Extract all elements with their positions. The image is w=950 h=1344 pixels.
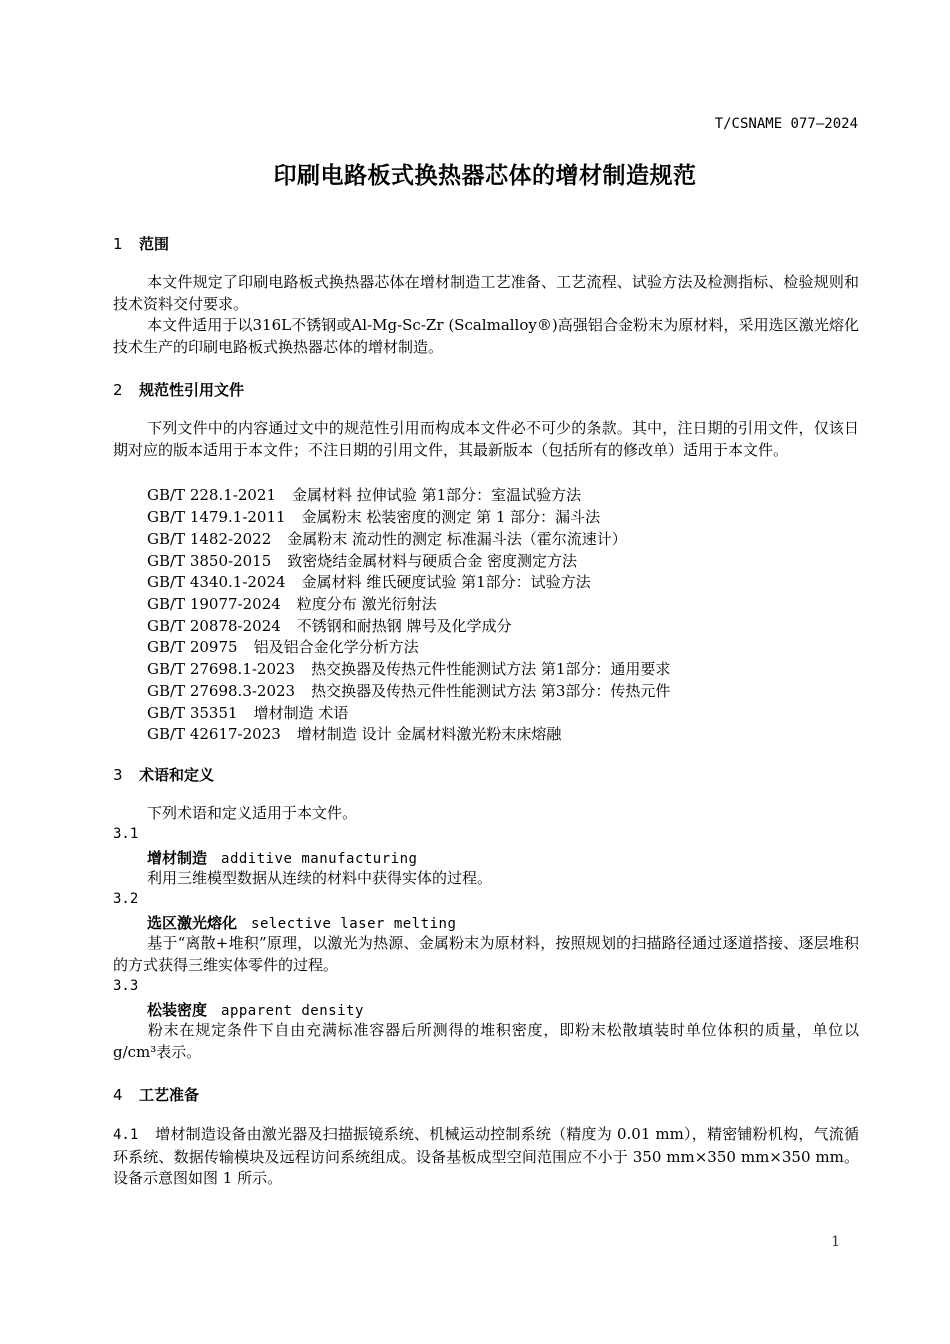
reference-name: 增材制造 术语	[253, 704, 349, 722]
reference-item	[147, 658, 670, 679]
term-definition	[113, 933, 859, 976]
reference-name: 金属粉末 松装密度的测定 第 1 部分：漏斗法	[301, 508, 601, 526]
section-1-paragraph-1	[113, 272, 859, 315]
clause-number: 3.1	[113, 826, 139, 842]
term-heading	[147, 912, 456, 933]
reference-item	[147, 550, 577, 571]
term-english: apparent density	[221, 1003, 364, 1019]
reference-name: 增材制造 设计 金属材料激光粉末床熔融	[296, 725, 562, 743]
reference-name: 不锈钢和耐热钢 牌号及化学成分	[296, 617, 512, 635]
reference-name: 热交换器及传热元件性能测试方法 第3部分：传热元件	[311, 682, 671, 700]
reference-name: 金属材料 拉伸试验 第1部分：室温试验方法	[292, 486, 582, 504]
reference-item	[147, 723, 561, 744]
clause-number: 3.2	[113, 891, 139, 907]
reference-item	[147, 615, 512, 636]
reference-code: GB/T 1479.1-2011	[147, 508, 286, 526]
reference-code: GB/T 27698.1-2023	[147, 660, 296, 678]
term-heading	[147, 847, 417, 868]
reference-code: GB/T 20975	[147, 638, 238, 656]
reference-item	[147, 528, 627, 549]
reference-name: 金属粉末 流动性的测定 标准漏斗法（霍尔流速计）	[287, 530, 627, 548]
term-chinese: 松装密度	[147, 1001, 208, 1019]
section-2-paragraph-1	[113, 418, 859, 461]
reference-name: 铝及铝合金化学分析方法	[253, 638, 419, 656]
reference-code: GB/T 4340.1-2024	[147, 573, 286, 591]
reference-item	[147, 702, 348, 723]
paragraph-text: 本文件适用于以316L不锈钢或Al-Mg-Sc-Zr (Scalmalloy®)高强铝合金粉末为原材料，采用选区激光熔化技术生产的印刷电路板式换热器芯体的增材制造。	[113, 316, 859, 356]
section-3-heading	[113, 764, 214, 785]
paragraph-text: 下列文件中的内容通过文中的规范性引用而构成本文件必不可少的条款。其中，注日期的引用文件，仅该日期对应的版本适用于本文件；不注日期的引用文件，其最新版本（包括所有的修改单）适用于本文件。	[113, 419, 859, 459]
section-2-heading	[113, 379, 244, 400]
reference-name: 热交换器及传热元件性能测试方法 第1部分：通用要求	[311, 660, 671, 678]
reference-code: GB/T 35351	[147, 704, 238, 722]
section-number: 2	[113, 381, 123, 399]
section-1-heading	[113, 233, 169, 254]
reference-name: 致密烧结金属材料与硬质合金 密度测定方法	[287, 552, 578, 570]
reference-item	[147, 593, 437, 614]
section-3-paragraph-1	[113, 803, 859, 825]
definition-text: 粉末在规定条件下自由充满标准容器后所测得的堆积密度，即粉末松散填装时单位体积的质量，单位以g/cm³表示。	[113, 1021, 859, 1061]
reference-item	[147, 571, 591, 592]
term-english: additive manufacturing	[221, 851, 418, 867]
section-title: 工艺准备	[139, 1086, 200, 1104]
section-4-paragraph-1	[113, 1124, 859, 1190]
clause-number: 3.3	[113, 978, 139, 994]
section-number: 4	[113, 1086, 123, 1104]
reference-code: GB/T 19077-2024	[147, 595, 281, 613]
definition-text: 基于“离散+堆积”原理，以激光为热源、金属粉末为原材料，按照规划的扫描路径通过逐道搭接、逐层堆积的方式获得三维实体零件的过程。	[113, 934, 859, 974]
section-4-heading	[113, 1084, 199, 1105]
reference-item	[147, 680, 670, 701]
section-number: 3	[113, 766, 123, 784]
term-definition	[113, 1020, 859, 1063]
section-title: 范围	[139, 235, 170, 253]
reference-item	[147, 484, 581, 505]
section-1-paragraph-2	[113, 315, 859, 358]
reference-code: GB/T 3850-2015	[147, 552, 272, 570]
reference-name: 金属材料 维氏硬度试验 第1部分：试验方法	[301, 573, 591, 591]
paragraph-text: 本文件规定了印刷电路板式换热器芯体在增材制造工艺准备、工艺流程、试验方法及检测指标、检验规则和技术资料交付要求。	[113, 273, 859, 313]
section-title: 规范性引用文件	[139, 381, 245, 399]
reference-item	[147, 506, 600, 527]
definition-text: 利用三维模型数据从连续的材料中获得实体的过程。	[147, 869, 493, 887]
reference-code: GB/T 228.1-2021	[147, 486, 277, 504]
paragraph-text: 增材制造设备由激光器及扫描振镜系统、机械运动控制系统（精度为 0.01 mm），精密铺粉机构，气流循环系统、数据传输模块及远程访问系统组成。设备基板成型空间范围应不小于 350 mm×350 mm×350 mm。设备示意图如图 1 所示。	[113, 1125, 859, 1188]
document-title: 印刷电路板式换热器芯体的增材制造规范	[273, 163, 697, 189]
reference-item	[147, 636, 419, 657]
paragraph-text: 下列术语和定义适用于本文件。	[147, 804, 358, 822]
reference-code: GB/T 42617-2023	[147, 725, 281, 743]
reference-code: GB/T 1482-2022	[147, 530, 272, 548]
section-title: 术语和定义	[139, 766, 215, 784]
term-english: selective laser melting	[251, 916, 457, 932]
clause-number: 4.1	[113, 1127, 139, 1143]
term-heading	[147, 999, 364, 1020]
reference-code: GB/T 27698.3-2023	[147, 682, 296, 700]
term-chinese: 选区激光熔化	[147, 914, 238, 932]
term-chinese: 增材制造	[147, 849, 208, 867]
document-number: T/CSNAME 077—2024	[714, 116, 858, 132]
section-number: 1	[113, 235, 123, 253]
term-definition	[113, 868, 859, 890]
reference-code: GB/T 20878-2024	[147, 617, 281, 635]
reference-name: 粒度分布 激光衍射法	[296, 595, 437, 613]
page-number: 1	[831, 1234, 840, 1250]
